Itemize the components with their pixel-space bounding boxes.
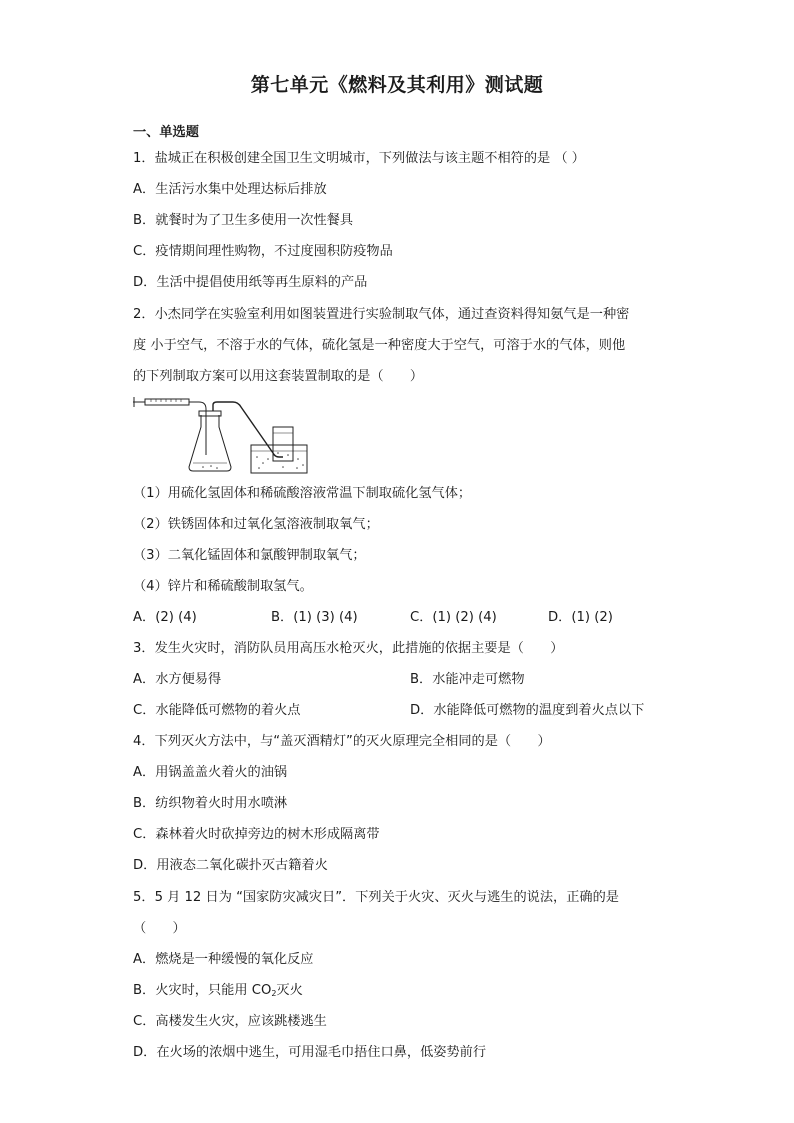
page-title: 第七单元《燃料及其利用》测试题: [250, 74, 544, 96]
q4-stem: 4．下列灭火方法中，与“盖灭酒精灯”的灭火原理完全相同的是（ ）: [133, 734, 551, 749]
q5-option-b-suffix: 灭火: [276, 983, 303, 998]
q2-option-c: C．(1) (2) (4): [410, 610, 497, 625]
q4-option-b: B．纺织物着火时用水喷淋: [133, 796, 288, 811]
q1-option-b: B．就餐时为了卫生多使用一次性餐具: [133, 213, 354, 228]
conical-flask: [189, 415, 231, 471]
q1-option-c: C．疫情期间理性购物，不过度囤积防疫物品: [133, 244, 393, 259]
q2-stem-line3: 的下列制取方案可以用这套装置制取的是（ ）: [133, 369, 424, 384]
q3-option-c: C．水能降低可燃物的着火点: [133, 703, 301, 718]
q2-scheme-3: （3）二氧化锰固体和氯酸钾制取氧气；: [133, 548, 366, 563]
q1-option-d: D．生活中提倡使用纸等再生原料的产品: [133, 275, 368, 290]
syringe-barrel: [145, 399, 189, 405]
q5-option-a: A．燃烧是一种缓慢的氧化反应: [133, 952, 314, 967]
q2-option-a: A．(2) (4): [133, 610, 197, 625]
q1-stem: 1．盐城正在积极创建全国卫生文明城市，下列做法与该主题不相符的是 （ ）: [133, 151, 585, 166]
q3-stem: 3．发生火灾时，消防队员用高压水枪灭火，此措施的依据主要是（ ）: [133, 641, 564, 656]
q5-stem-line1: 5．5 月 12 日为 “国家防灾减灾日”．下列关于火灾、灭火与逃生的说法，正确的是: [133, 890, 619, 905]
q3-option-a: A．水方便易得: [133, 672, 222, 687]
q4-option-c: C．森林着火时砍掉旁边的树木形成隔离带: [133, 827, 380, 842]
q5-option-d: D．在火场的浓烟中逃生，可用湿毛巾捂住口鼻，低姿势前行: [133, 1045, 487, 1060]
q1-option-a: A．生活污水集中处理达标后排放: [133, 182, 327, 197]
q5-option-b-text: B．火灾时，只能用 CO: [133, 983, 272, 998]
q5-option-b-subscript: 2: [271, 989, 277, 998]
q2-scheme-2: （2）铁锈固体和过氧化氢溶液制取氧气；: [133, 517, 379, 532]
q4-option-d: D．用液态二氧化碳扑灭古籍着火: [133, 858, 328, 873]
apparatus-figure: [133, 393, 313, 475]
q2-option-b: B．(1) (3) (4): [271, 610, 358, 625]
q2-scheme-4: （4）锌片和稀硫酸制取氢气。: [133, 579, 313, 594]
q2-stem-line2: 度 小于空气，不溶于水的气体，硫化氢是一种密度大于空气，可溶于水的气体，则他: [133, 338, 626, 353]
q5-option-c: C．高楼发生火灾，应该跳楼逃生: [133, 1014, 327, 1029]
section-heading: 一、单选题: [133, 125, 199, 140]
q3-option-b: B．水能冲走可燃物: [410, 672, 525, 687]
q2-option-d: D．(1) (2): [548, 610, 613, 625]
q2-stem-line1: 2．小杰同学在实验室利用如图装置进行实验制取气体，通过查资料得知氨气是一种密: [133, 307, 630, 322]
q3-option-d: D．水能降低可燃物的温度到着火点以下: [410, 703, 645, 718]
q4-option-a: A．用锅盖盖火着火的油锅: [133, 765, 288, 780]
q5-option-b: [133, 982, 303, 1003]
q5-stem-line2: （ ）: [133, 921, 186, 936]
q2-scheme-1: （1）用硫化氢固体和稀硫酸溶液常温下制取硫化氢气体；: [133, 486, 472, 501]
